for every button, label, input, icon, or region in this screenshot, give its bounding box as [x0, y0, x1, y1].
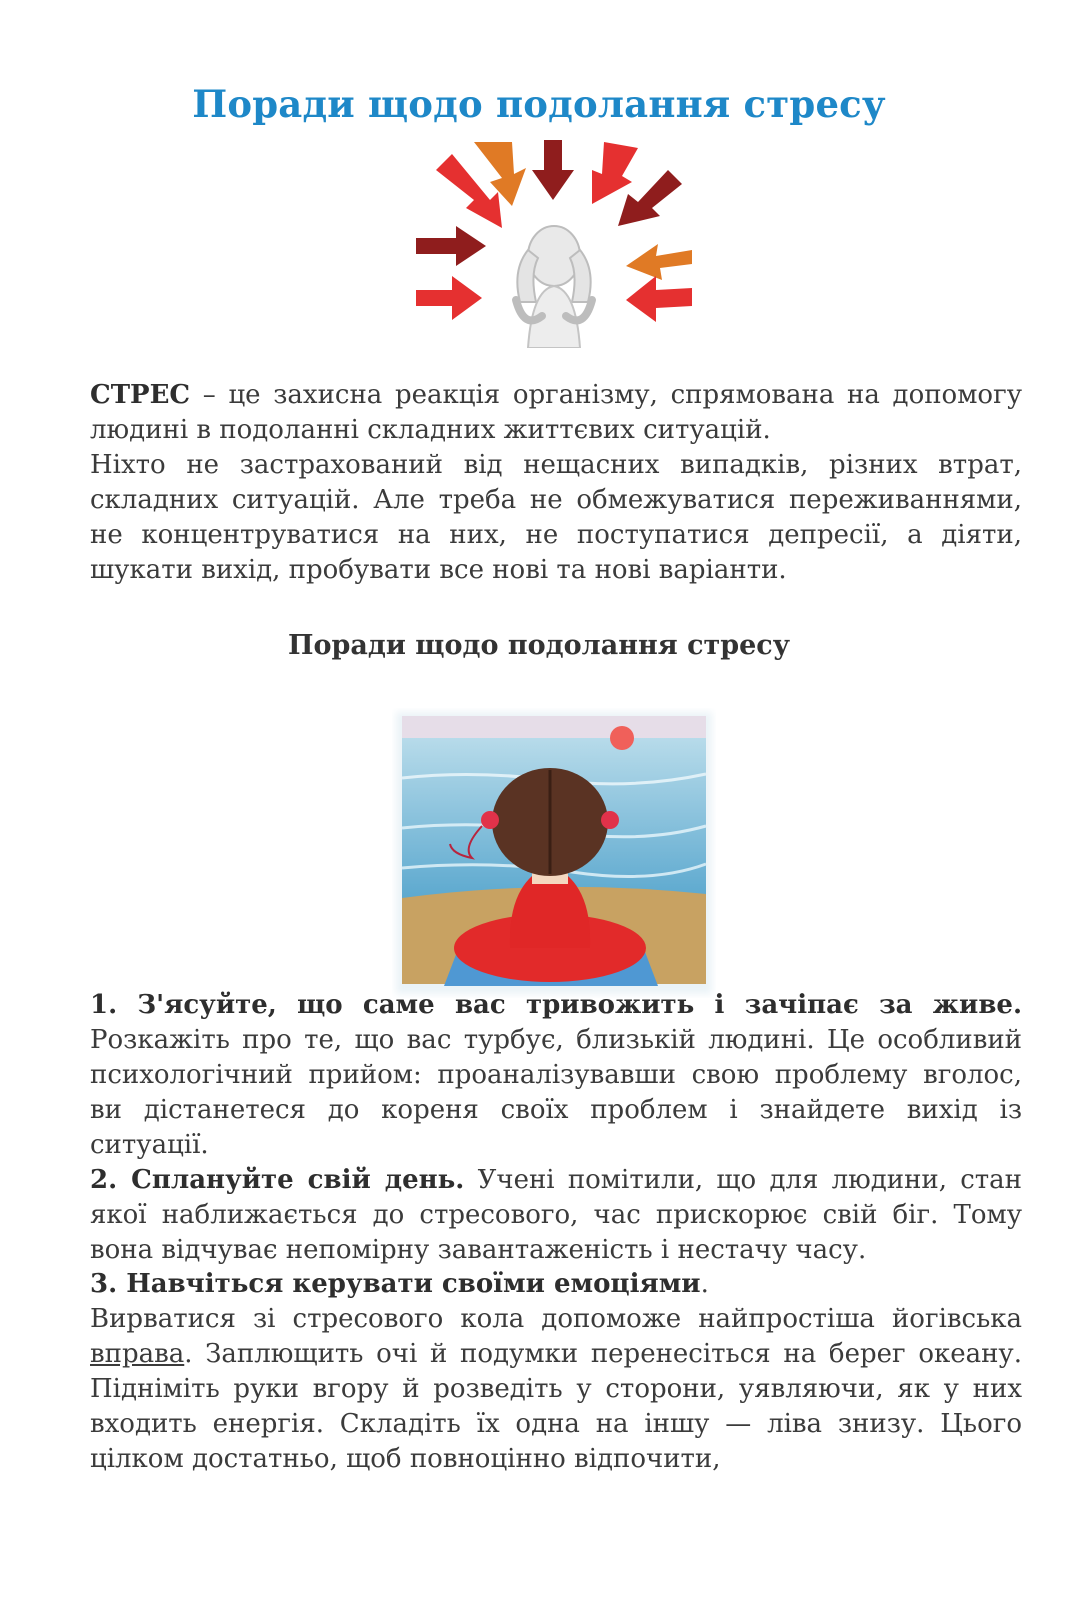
intro-term: СТРЕС — [90, 380, 191, 410]
tip-3 — [90, 1267, 1022, 1477]
intro-definition: – це захисна реакція організму, спрямована на допомогу людині в подоланні складних життєвих ситуацій. — [90, 380, 1022, 445]
tip-2-heading: 2. Сплануйте свій день. — [90, 1165, 465, 1195]
stressed-figure-icon — [516, 226, 592, 348]
intro-text: Ніхто не застрахований від нещасних випадків, різних втрат, складних ситуацій. Але треба не обмежуватися переживаннями, не концентруватися на них, не поступатися депресії, а діяти, шукати вихід, пробувати все нові та нові варіанти. — [90, 450, 1022, 585]
tip-1 — [90, 988, 1022, 1163]
tip-3-heading-end: . — [700, 1269, 709, 1299]
tip-2 — [90, 1163, 1022, 1268]
intro-paragraph — [90, 378, 1022, 588]
tip-3-text-start: Вирватися зі стресового кола допоможе найпростіша йогівська — [90, 1304, 1022, 1334]
stress-arrows-illustration — [416, 140, 692, 348]
tip-1-text: Розкажіть про те, що вас турбує, близькій людині. Це особливий психологічний прийом: проаналізувавши свою проблему вголос, ви дістанетеся до кореня своїх проблем і знайдете вихід із ситуації. — [90, 1025, 1022, 1160]
exercise-link[interactable]: вправа — [90, 1339, 185, 1369]
meditating-girl-illustration — [392, 708, 716, 998]
page-title: Поради щодо подолання стресу — [192, 82, 886, 126]
tip-3-text-end: . Заплющить очі й подумки перенесіться на берег океану. Підніміть руки вгору й розведіть у сторони, уявляючи, як у них входить енергія. Складіть їх одна на іншу — ліва знизу. Цього цілком достатньо, щоб повноцінно відпочити, — [90, 1339, 1022, 1474]
tip-1-heading: 1. З'ясуйте, що саме вас тривожить і зачіпає за живе. — [90, 990, 1022, 1020]
section-subtitle: Поради щодо подолання стресу — [287, 630, 791, 661]
tip-3-heading: 3. Навчіться керувати своїми емоціями — [90, 1269, 701, 1299]
tip-2-text: Учені помітили, що для людини, стан якої наближається до стресового, час прискорює свій біг. Тому вона відчуває непомірну завантаженість і нестачу часу. — [90, 1165, 1023, 1265]
